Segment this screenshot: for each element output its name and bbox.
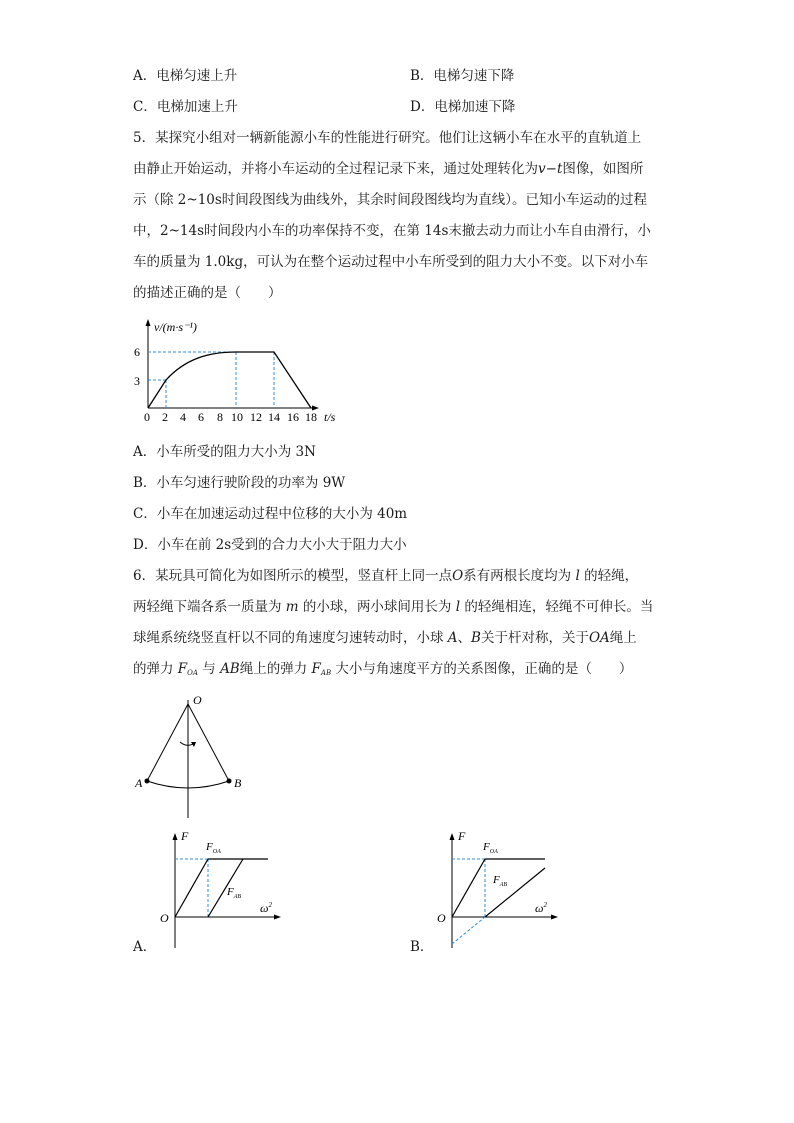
q5-option-d: D．小车在前 2s受到的合力大小大于阻力大小 bbox=[133, 537, 407, 553]
q5-stem-line3: 示（除 2~10s时间段图线为曲线外，其余时间段图线均为直线）。已知小车运动的过程 bbox=[133, 192, 648, 208]
q4-option-b: B．电梯匀速下降 bbox=[410, 68, 515, 84]
vt-xtick-8: 8 bbox=[217, 410, 223, 424]
vt-xtick-2: 2 bbox=[162, 410, 168, 424]
vt-xtick-0: 0 bbox=[144, 410, 150, 424]
vt-xtick-4: 4 bbox=[180, 410, 186, 424]
q5-stem-line1: 5．某探究小组对一辆新能源小车的性能进行研究。他们让这辆小车在水平的直轨道上 bbox=[133, 130, 642, 146]
q4-option-d: D．电梯加速下降 bbox=[410, 99, 516, 115]
ball-a bbox=[145, 779, 150, 784]
q4-option-c: C．电梯加速上升 bbox=[133, 99, 238, 115]
ga-label-f: F bbox=[181, 829, 189, 843]
ga-fab-line bbox=[208, 859, 243, 917]
q6-stem-line2: 两轻绳下端各系一质量为 m 的小球，两小球间用长为 l 的轻绳相连，轻绳不可伸长。当 bbox=[133, 599, 654, 615]
gb-foa-line bbox=[452, 859, 485, 917]
model-label-o: O bbox=[193, 693, 202, 707]
q6-option-b-label: B． bbox=[410, 939, 434, 955]
ga-y-arrow bbox=[173, 833, 178, 840]
model-label-b: B bbox=[234, 776, 242, 790]
q6-graph-b bbox=[427, 828, 562, 953]
q6-stem-line3: 球绳系统绕竖直杆以不同的角速度匀速转动时，小球 A、B关于杆对称，关于OA绳上 bbox=[133, 630, 637, 646]
vt-ytick-3: 3 bbox=[134, 374, 140, 388]
gb-label-foa: $F_{OA}$ bbox=[483, 841, 498, 855]
vt-xtick-16: 16 bbox=[287, 410, 299, 424]
gb-dash-ext bbox=[452, 917, 485, 944]
vt-xtick-18: 18 bbox=[305, 410, 317, 424]
ga-label-foa: $F_{OA}$ bbox=[206, 841, 221, 855]
vt-ytick-6: 6 bbox=[134, 345, 140, 359]
rope-oa bbox=[147, 704, 188, 781]
q4-option-a: A．电梯匀速上升 bbox=[133, 68, 238, 84]
vt-xtick-12: 12 bbox=[250, 410, 262, 424]
ga-x-arrow bbox=[274, 915, 281, 920]
ga-label-omega: $\omega^2$ bbox=[260, 901, 272, 915]
ball-b bbox=[227, 779, 232, 784]
vt-xlabel: t/s bbox=[324, 410, 336, 424]
vt-series-line bbox=[148, 352, 311, 408]
q5-stem-line4: 中，2~14s时间段内小车的功率保持不变，在第 14s末撤去动力而让小车自由滑行，小 bbox=[133, 223, 651, 239]
q5-stem-line6: 的描述正确的是（ ） bbox=[133, 285, 282, 301]
vt-xtick-14: 14 bbox=[268, 410, 280, 424]
q6-stem-line4: 的弹力 $F_{OA}$ 与 AB绳上的弹力 $F_{AB}$ 大小与角速度平方的关系图像，正确的是（ ） bbox=[133, 661, 633, 677]
q5-option-a: A．小车所受的阻力大小为 3N bbox=[133, 444, 316, 460]
ga-foa-line bbox=[175, 859, 208, 917]
q6-option-a-label: A． bbox=[133, 939, 157, 955]
vt-xtick-6: 6 bbox=[198, 410, 204, 424]
ga-label-origin: O bbox=[160, 911, 169, 925]
q5-vt-graph bbox=[130, 315, 350, 427]
gb-x-arrow bbox=[551, 915, 558, 920]
q5-stem-line2: 由静止开始运动，并将小车运动的全过程记录下来，通过处理转化为v−t图像，如图所 bbox=[133, 161, 644, 177]
q5-option-b: B．小车匀速行驶阶段的功率为 9W bbox=[133, 475, 346, 491]
q6-stem-line1: 6．某玩具可简化为如图所示的模型，竖直杆上同一点O系有两根长度均为 l 的轻绳， bbox=[133, 568, 639, 584]
vt-y-arrow bbox=[146, 319, 151, 326]
gb-y-arrow bbox=[450, 833, 455, 840]
q6-model-figure bbox=[130, 692, 250, 822]
gb-label-f: F bbox=[458, 829, 466, 843]
gb-label-origin: O bbox=[437, 911, 446, 925]
vt-xtick-10: 10 bbox=[231, 410, 243, 424]
q6-graph-a bbox=[150, 828, 285, 953]
ga-label-fab: $F_{AB}$ bbox=[227, 886, 242, 900]
gb-label-omega: $\omega^2$ bbox=[535, 901, 547, 915]
vt-ylabel: v/(m·s⁻¹) bbox=[154, 320, 197, 334]
model-label-a: A bbox=[135, 776, 143, 790]
q5-stem-line5: 车的质量为 1.0kg，可认为在整个运动过程中小车所受到的阻力大小不变。以下对小车 bbox=[133, 254, 649, 270]
gb-label-fab: $F_{AB}$ bbox=[493, 874, 508, 888]
q5-option-c: C．小车在加速运动过程中位移的大小为 40m bbox=[133, 506, 408, 522]
